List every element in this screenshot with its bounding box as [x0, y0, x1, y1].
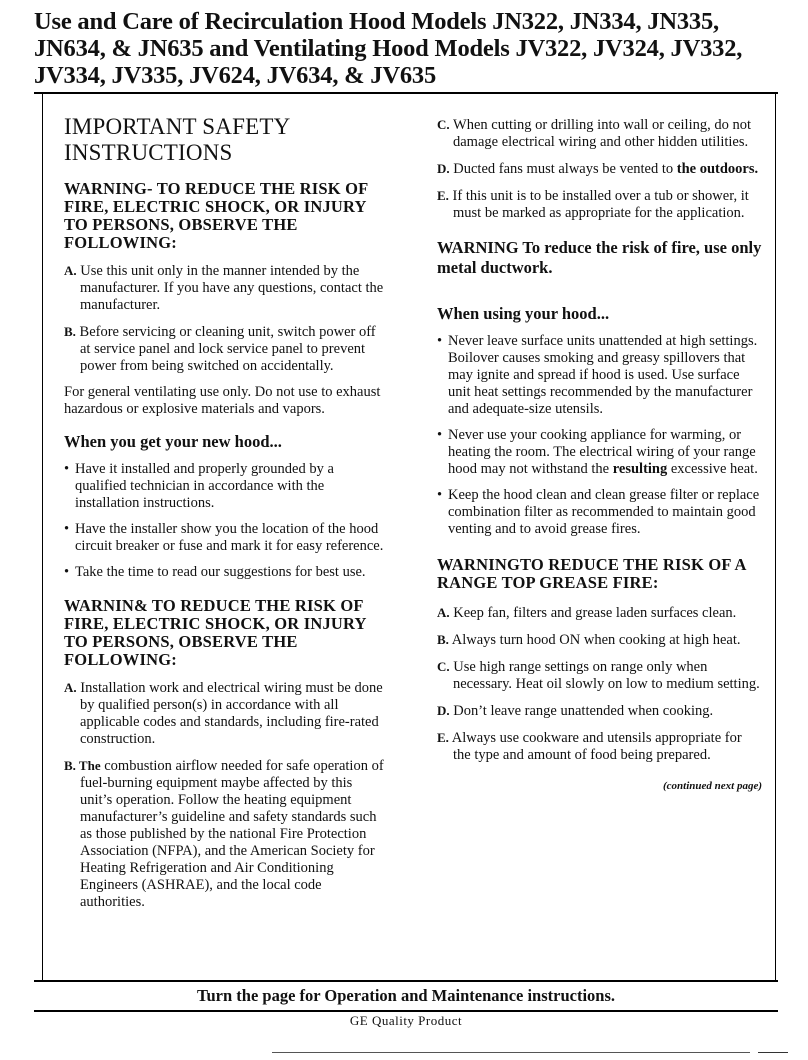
top-rule — [34, 92, 778, 94]
list-item: • Keep the hood clean and clean grease filter or replace combination filter as recommended to maintain good venting and to avoid grease fires. — [437, 487, 760, 537]
item-label: E. — [437, 730, 449, 745]
item-label: D. — [437, 161, 450, 176]
item-text: Always turn hood ON when cooking at high heat. — [451, 632, 741, 648]
brand-footer: GE Quality Product — [349, 1013, 463, 1028]
list-item: • Have the installer show you the location of the hood circuit breaker or fuse and mark it for easy reference. — [64, 521, 384, 554]
list-item: • Take the time to read our suggestions for best use. — [64, 564, 366, 580]
grease-item-a — [437, 604, 762, 622]
item-label: C. — [437, 117, 450, 132]
footer-rule — [34, 1010, 778, 1012]
item-label: B. — [437, 632, 449, 647]
item-text: Don’t leave range unattended when cooking. — [453, 703, 714, 719]
item-text: Ducted fans must always be vented to — [453, 161, 674, 177]
page-foot-mark — [758, 1052, 788, 1053]
item-text: Use high range settings on range only when necessary. Heat oil slowly on low to medium setting. — [453, 659, 760, 692]
list-item: • Never use your cooking appliance for warming, or heating the room. The electrical wiring of your range hood may not withstand the resulting excessive heat. — [437, 427, 758, 477]
item-text: Use this unit only in the manner intended by the manufacturer. If you have any questions, contact the manufacturer. — [80, 263, 384, 313]
item-text-bold: the outdoors. — [676, 161, 759, 177]
right-rule — [775, 92, 776, 980]
bullet-icon: • — [437, 487, 443, 503]
item-label: D. — [437, 703, 450, 718]
using-hood-heading: When using your hood... — [437, 304, 610, 323]
bullet-icon: • — [437, 427, 443, 443]
item-label: A. — [437, 605, 450, 620]
item-label: B. The — [64, 758, 101, 773]
bullet-icon: • — [64, 461, 70, 477]
item-text: Before servicing or cleaning unit, switch power off at service panel and lock service panel to prevent power from being switched on accidentally. — [79, 324, 376, 374]
left-rule — [42, 92, 43, 980]
turn-page-note: Turn the page for Operation and Maintenance instructions. — [196, 986, 616, 1005]
safety-heading: IMPORTANT SAFETY INSTRUCTIONS — [64, 114, 290, 165]
item-label: A. — [64, 263, 77, 278]
grease-item-c — [437, 658, 762, 693]
ductwork-warning: WARNING To reduce the risk of fire, use only metal ductwork. — [437, 238, 762, 277]
safety-item-b — [64, 323, 384, 375]
general-use-note: For general ventilating use only. Do not use to exhaust hazardous or explosive materials and vapors. — [64, 384, 381, 417]
item-text: Installation work and electrical wiring must be done by qualified person(s) in accordance with all applicable codes and standards, including fire-rated construction. — [80, 680, 383, 747]
right-column — [437, 116, 762, 795]
item-label: C. — [437, 659, 450, 674]
item-label: B. — [64, 324, 76, 339]
bullet-icon: • — [64, 521, 70, 537]
install-item-b — [64, 757, 384, 911]
item-label: E. — [437, 188, 449, 203]
page-foot-rule — [272, 1052, 750, 1053]
safety-item-a — [64, 262, 384, 314]
list-item: • Never leave surface units unattended at high settings. Boilover causes smoking and greasy spillovers that may ignite and spread if hood is used. Use surface unit heat settings recommended by the manufacturer and adequate-size utensils. — [437, 333, 758, 417]
install-item-c — [437, 116, 762, 151]
bottom-rule — [34, 980, 778, 982]
grease-item-b — [437, 631, 762, 649]
item-text: If this unit is to be installed over a tub or shower, it must be marked as appropriate for the application. — [452, 188, 749, 221]
install-item-d — [437, 160, 762, 178]
install-item-e — [437, 187, 762, 222]
list-item: • Have it installed and properly grounded by a qualified technician in accordance with the installation instructions. — [64, 461, 334, 511]
item-text: Keep fan, filters and grease laden surfaces clean. — [453, 605, 737, 621]
document-title: Use and Care of Recirculation Hood Models JN322, JN334, JN335, JN634, & JN635 and Ventilating Hood Models JV322, JV324, JV332, JV334, JV335, JV624, JV634, & JV635 — [34, 8, 743, 89]
left-column — [64, 114, 384, 920]
grease-item-d — [437, 702, 762, 720]
new-hood-heading: When you get your new hood... — [64, 432, 282, 451]
warning-heading-3: WARNINGTO REDUCE THE RISK OF A RANGE TOP GREASE FIRE: — [437, 555, 746, 592]
item-text: When cutting or drilling into wall or ceiling, do not damage electrical wiring and other hidden utilities. — [453, 117, 752, 150]
grease-item-e — [437, 729, 762, 764]
warning-heading-1: WARNING- TO REDUCE THE RISK OF FIRE, ELECTRIC SHOCK, OR INJURY TO PERSONS, OBSERVE THE FOLLOWING: — [64, 179, 368, 252]
install-item-a — [64, 679, 384, 748]
bullet-icon: • — [64, 564, 70, 580]
bullet-icon: • — [437, 333, 443, 349]
warning-heading-2: WARNIN& TO REDUCE THE RISK OF FIRE, ELECTRIC SHOCK, OR INJURY TO PERSONS, OBSERVE THE FOLLOWING: — [64, 596, 367, 669]
continued-note: (continued next page) — [663, 780, 762, 792]
item-text: Always use cookware and utensils appropriate for the type and amount of food being prepared. — [451, 730, 742, 763]
item-label: A. — [64, 680, 77, 695]
item-text: combustion airflow needed for safe operation of fuel-burning equipment maybe affected by this unit’s operation. Follow the heating equipment manufacturer’s guideline and safety standards such as those published by the national Fire Protection Association (NFPA), and the American Society for Heating Refrigeration and Air Conditioning Engineers (ASHRAE), and the local code authorities. — [80, 758, 384, 910]
